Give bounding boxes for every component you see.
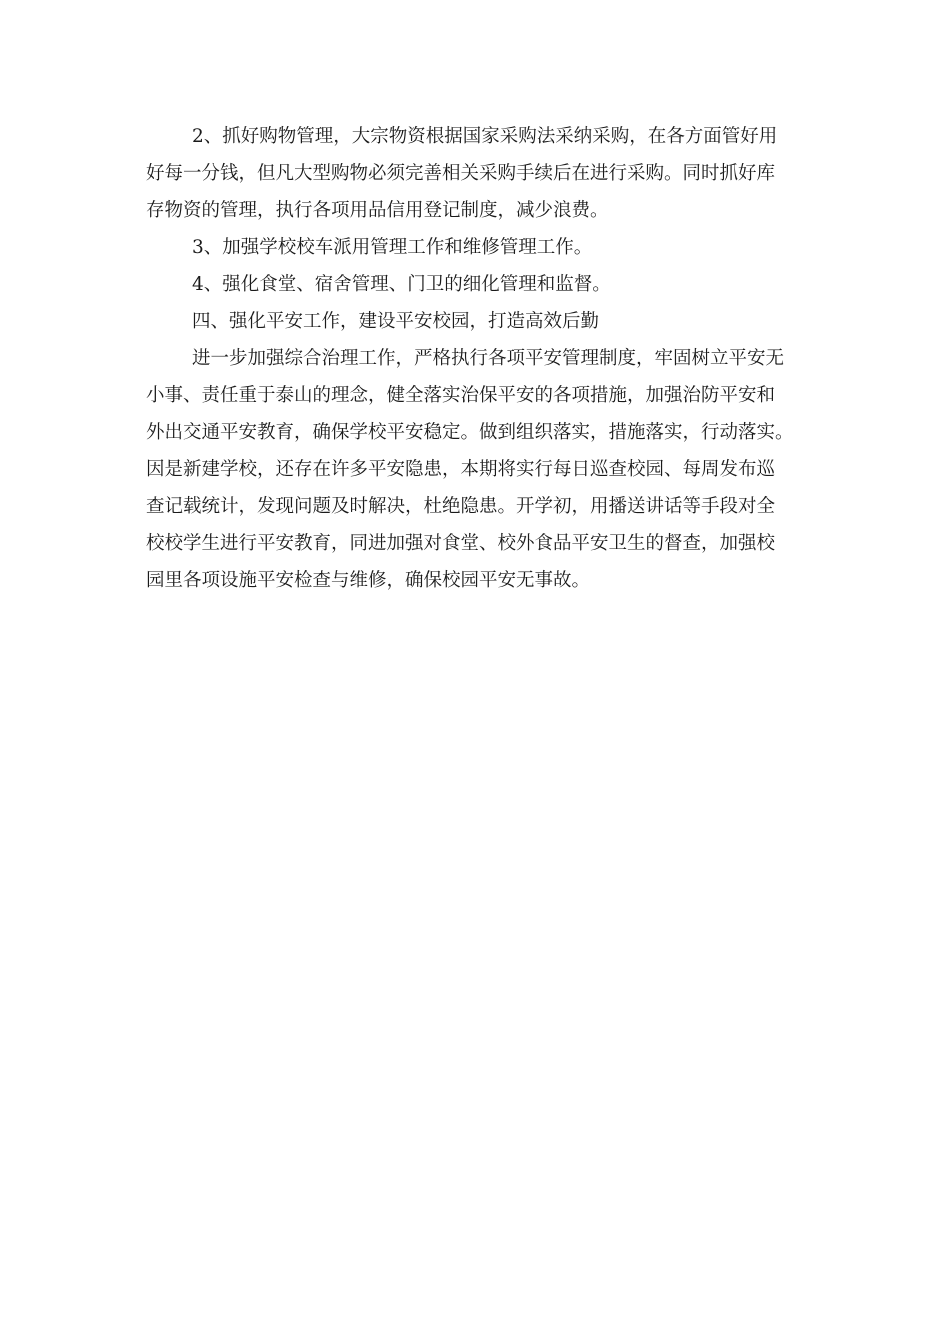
paragraph-line: 校校学生进行平安教育，同进加强对食堂、校外食品平安卫生的督查，加强校 [146, 533, 776, 554]
section-heading: 四、强化平安工作，建设平安校园，打造高效后勤 [192, 311, 600, 332]
paragraph-canteen [146, 266, 814, 303]
paragraph-line: 4、强化食堂、宿舍管理、门卫的细化管理和监督。 [192, 274, 611, 295]
paragraph-line: 好每一分钱，但凡大型购物必须完善相关采购手续后在进行采购。同时抓好库 [146, 163, 776, 184]
paragraph-line: 园里各项设施平安检查与维修，确保校园平安无事故。 [146, 570, 591, 591]
paragraph-line: 小事、责任重于泰山的理念，健全落实治保平安的各项措施，加强治防平安和 [146, 385, 776, 406]
paragraph-line: 因是新建学校，还存在许多平安隐患，本期将实行每日巡查校园、每周发布巡 [146, 459, 776, 480]
paragraph-line: 3、加强学校校车派用管理工作和维修管理工作。 [192, 237, 593, 258]
paragraph-line: 查记载统计，发现问题及时解决，杜绝隐患。开学初，用播送讲话等手段对全 [146, 496, 776, 517]
document-body [146, 118, 814, 599]
paragraph-purchasing [146, 118, 814, 229]
paragraph-safety [146, 340, 814, 599]
section-heading-safety [146, 303, 814, 340]
paragraph-line: 2、抓好购物管理，大宗物资根据国家采购法采纳采购，在各方面管好用 [192, 126, 778, 147]
paragraph-line: 进一步加强综合治理工作，严格执行各项平安管理制度，牢固树立平安无 [192, 348, 785, 369]
paragraph-school-bus [146, 229, 814, 266]
paragraph-line: 外出交通平安教育，确保学校平安稳定。做到组织落实，措施落实，行动落实。 [146, 422, 794, 443]
paragraph-line: 存物资的管理，执行各项用品信用登记制度，减少浪费。 [146, 200, 609, 221]
